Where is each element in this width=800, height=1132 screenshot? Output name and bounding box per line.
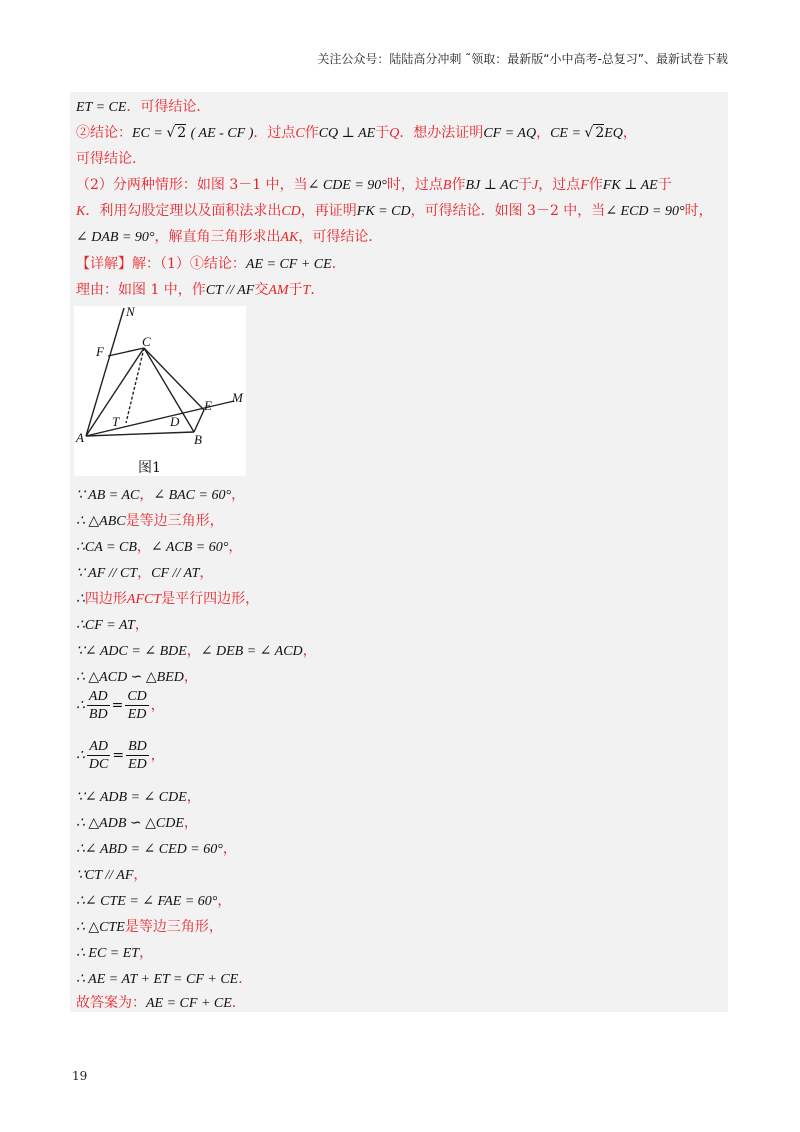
segment-BE [194, 410, 204, 432]
label-B: B [194, 432, 202, 447]
label-T: T [112, 414, 120, 429]
proof-line-12: ∴ △ADB ∽ △CDE， [76, 815, 198, 831]
fraction-CD-ED: $\frac{CD}{ED}$ [127, 689, 147, 722]
text-line-7: 【详解】解：（1）①结论：AE = CF + CE． [76, 256, 346, 272]
page-number: 19 [72, 1069, 88, 1083]
proof-line-17: ∴ EC = ET， [76, 945, 154, 961]
proof-line-11: ∵∠ ADB = ∠ CDE， [76, 789, 201, 805]
proof-line-10-fraction: ∴ $\frac{AD}{DC}$ = $\frac{BD}{ED}$ ， [76, 739, 165, 772]
segment-CB [144, 348, 194, 432]
label-M: M [232, 390, 243, 405]
proof-line-19-answer: 故答案为：AE = CF + CE． [76, 995, 246, 1011]
solution-content [70, 92, 728, 1012]
fraction-AD-DC: $\frac{AD}{DC}$ [88, 739, 109, 772]
proof-line-18: ∴ AE = AT + ET = CF + CE． [76, 971, 253, 987]
label-E: E [204, 398, 212, 413]
proof-line-1: ∵ AB = AC，∠ BAC = 60°， [76, 487, 246, 503]
proof-line-14: ∵CT // AF， [76, 867, 148, 883]
proof-line-15: ∴∠ CTE = ∠ FAE = 60°， [76, 893, 232, 909]
text-line-4: （2）分两种情形：如图 3－1 中，当∠ CDE = 90°时，过点B作BJ ⊥ AC于J，过点F作FK ⊥ AE于 [76, 177, 672, 193]
text-line-5: K．利用勾股定理以及面积法求出CD，再证明FK = CD，可得结论．如图 3－2 中，当∠ ECD = 90°时， [76, 203, 713, 219]
proof-line-9-fraction: ∴ $\frac{AD}{BD}$ = $\frac{CD}{ED}$ ， [76, 689, 165, 722]
proof-line-7: ∵∠ ADC = ∠ BDE，∠ DEB = ∠ ACD， [76, 643, 317, 659]
label-F: F [96, 344, 104, 359]
label-C: C [142, 334, 151, 349]
geometry-figure-1 [74, 306, 246, 476]
proof-line-13: ∴∠ ABD = ∠ CED = 60°， [76, 841, 237, 857]
text-line-6: ∠ DAB = 90°，解直角三角形求出AK，可得结论． [76, 229, 383, 245]
page-header: 关注公众号：陆陆高分冲刺 ˜领取：最新版“小中高考-总复习”、最新试卷下载 [317, 52, 728, 66]
proof-line-16: ∴ △CTE是等边三角形， [76, 919, 223, 935]
detail-label: 【详解】 [76, 256, 132, 272]
proof-line-5: ∴四边形AFCT是平行四边形， [76, 591, 260, 607]
geometry-diagram [74, 306, 246, 456]
segment-CT-dashed [126, 348, 144, 423]
proof-line-8: ∴ △ACD ∽ △BED， [76, 669, 198, 685]
text-line-2: ②结论：EC = √ 2 ( AE - CF )．过点C作CQ ⊥ AE于Q．想办法证明CF = AQ，CE = √ 2EQ， [76, 125, 637, 141]
text-line-1: ET = CE．可得结论． [76, 99, 211, 115]
proof-line-6: ∴CF = AT， [76, 617, 149, 633]
fraction-BD-ED: $\frac{BD}{ED}$ [128, 739, 147, 772]
text-line-8: 理由：如图 1 中，作CT // AF交AM于T． [76, 282, 325, 298]
figure-caption: 图1 [138, 460, 161, 476]
fraction-AD-BD: $\frac{AD}{BD}$ [88, 689, 108, 722]
proof-line-2: ∴ △ABC是等边三角形， [76, 513, 224, 529]
text-line-3: 可得结论． [76, 151, 146, 167]
segment-CE [144, 348, 204, 410]
label-D: D [170, 414, 180, 429]
label-A: A [76, 430, 84, 445]
label-N: N [126, 306, 135, 319]
segment-FC [108, 348, 144, 356]
proof-line-3: ∴CA = CB，∠ ACB = 60°， [76, 539, 243, 555]
proof-line-4: ∵ AF // CT，CF // AT， [76, 565, 214, 581]
